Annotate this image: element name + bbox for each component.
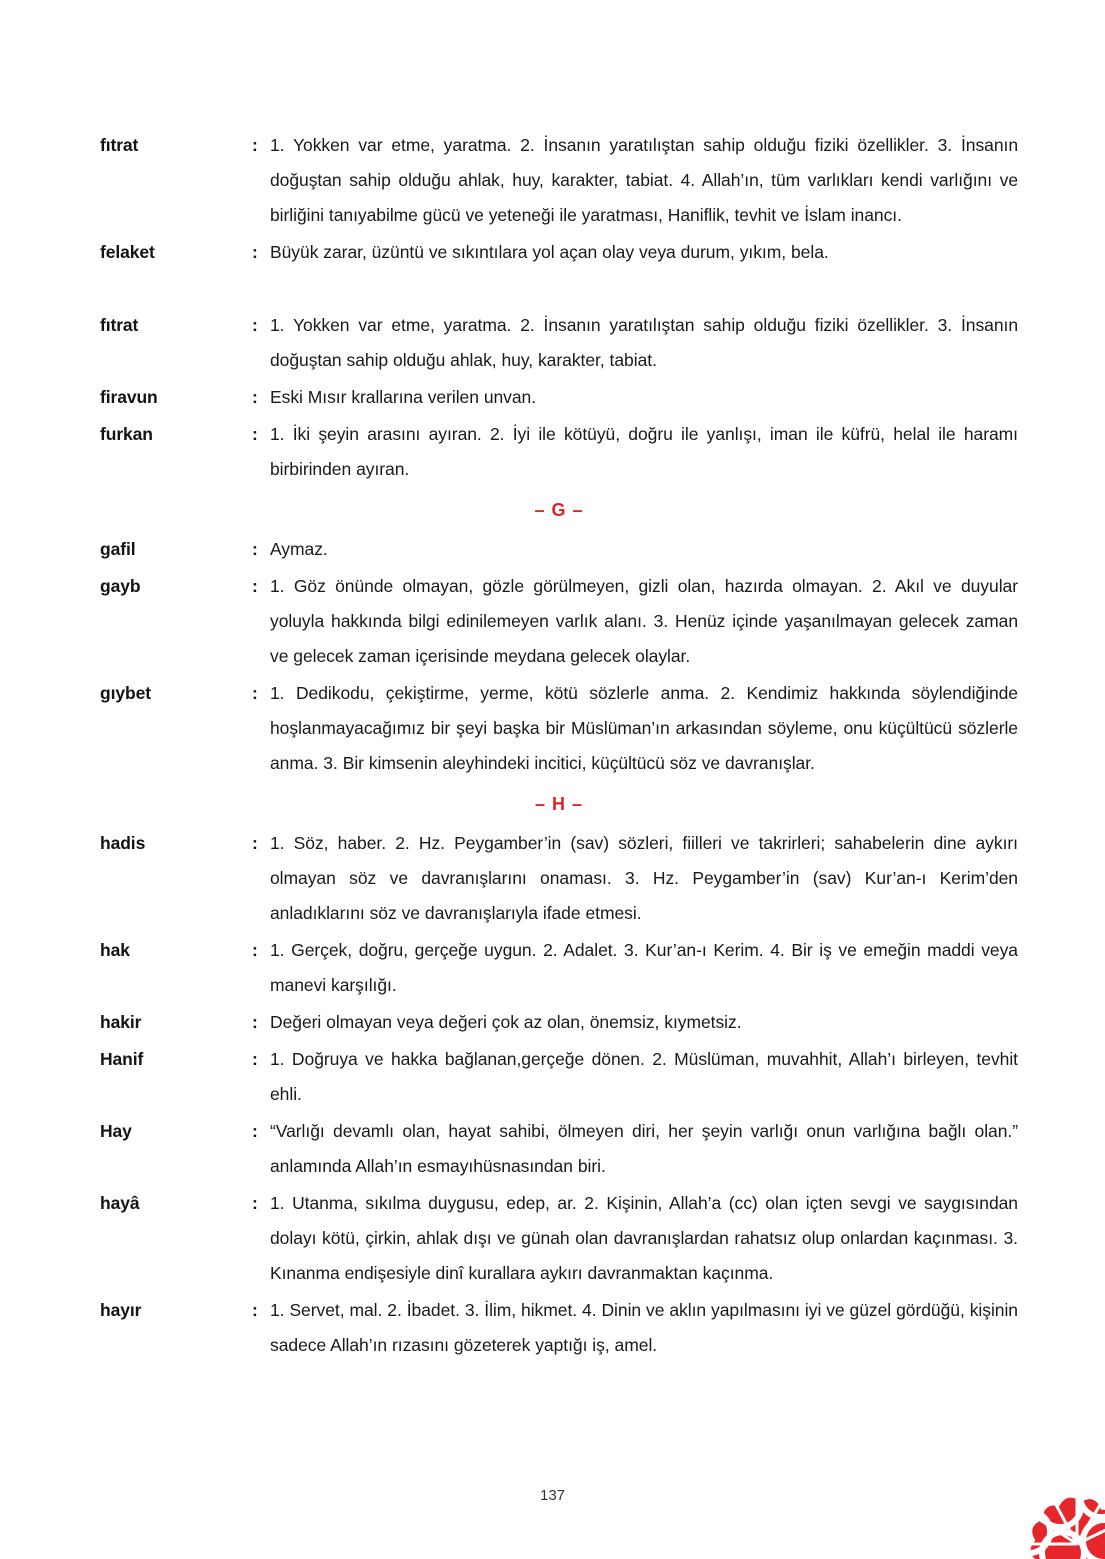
glossary-separator: : [252,1121,258,1141]
glossary-term: felaket [100,242,155,262]
glossary-definition: 1. Dedikodu, çekiştirme, yerme, kötü sözlerle anma. 2. Kendimiz hakkında söylendiğinde hoşlanmayacağımız bir şeyi başka bir Müslüman’ın arkasından söyleme, onu küçültücü sözlerle anma. 3. Bir kimsenin aleyhindeki incitici, küçültücü söz ve davranışlar. [270,683,1018,773]
glossary-entry [100,676,1018,781]
glossary-entry [100,1186,1018,1291]
glossary-separator: : [252,1012,258,1032]
glossary-entry [100,1042,1018,1112]
glossary-definition: Aymaz. [270,539,328,559]
glossary-term: firavun [100,387,158,407]
glossary-entry [100,1114,1018,1184]
glossary-term: fıtrat [100,315,139,335]
glossary-entry [100,933,1018,1003]
glossary-definition: 1. Doğruya ve hakka bağlanan,gerçeğe dönen. 2. Müslüman, muvahhit, Allah’ı birleyen, tevhit ehli. [270,1049,1018,1104]
glossary-content [100,128,1018,1365]
glossary-separator: : [252,683,258,703]
glossary-separator: : [252,576,258,596]
glossary-term: fıtrat [100,135,139,155]
glossary-separator: : [252,242,258,262]
glossary-separator: : [252,1300,258,1320]
glossary-term: Hay [100,1121,132,1141]
glossary-separator: : [252,424,258,444]
glossary-separator: : [252,1049,258,1069]
glossary-entry [100,235,1018,270]
glossary-definition: Değeri olmayan veya değeri çok az olan, önemsiz, kıymetsiz. [270,1012,742,1032]
page-number: 137 [539,1487,566,1504]
glossary-definition: Büyük zarar, üzüntü ve sıkıntılara yol açan olay veya durum, yıkım, bela. [270,242,829,262]
glossary-term: hayâ [100,1193,140,1213]
glossary-definition: “Varlığı devamlı olan, hayat sahibi, ölmeyen diri, her şeyin varlığı onun varlığına bağlı olan.” anlamında Allah’ın esmayıhüsnasından biri. [270,1121,1018,1176]
glossary-entry [100,1005,1018,1040]
glossary-definition: 1. Yokken var etme, yaratma. 2. İnsanın yaratılıştan sahip olduğu fiziki özellikler. 3. İnsanın doğuştan sahip olduğu ahlak, huy, karakter, tabiat. [270,315,1018,370]
glossary-entry [100,380,1018,415]
glossary-separator: : [252,135,258,155]
glossary-entry [100,826,1018,931]
glossary-term: hayır [100,1300,142,1320]
section-spacer [100,272,1018,308]
glossary-definition: 1. Göz önünde olmayan, gözle görülmeyen, gizli olan, hazırda olmayan. 2. Akıl ve duyular yoluyla hakkında bilgi edinilemeyen varlık alanı. 3. Henüz içinde yaşanılmayan gelecek zaman ve gelecek zaman içerisinde meydana gelecek olaylar. [270,576,1018,666]
glossary-definition: 1. Söz, haber. 2. Hz. Peygamber’in (sav) sözleri, fiilleri ve takrirleri; sahabelerin dine aykırı olmayan söz ve davranışlarını onaması. 3. Hz. Peygamber’in (sav) Kur’an-ı Kerim’den anladıklarını söz ve davranışlarıyla ifade etmesi. [270,833,1018,923]
glossary-entry [100,532,1018,567]
glossary-term: Hanif [100,1049,144,1069]
glossary-definition: 1. Gerçek, doğru, gerçeğe uygun. 2. Adalet. 3. Kur’an-ı Kerim. 4. Bir iş ve emeğin maddi veya manevi karşılığı. [270,940,1018,995]
glossary-term: gafil [100,539,136,559]
glossary-term: furkan [100,424,153,444]
glossary-separator: : [252,387,258,407]
letter-section-heading: – H – [534,794,584,814]
glossary-separator: : [252,1193,258,1213]
glossary-definition: 1. Yokken var etme, yaratma. 2. İnsanın yaratılıştan sahip olduğu fiziki özellikler. 3. İnsanın doğuştan sahip olduğu ahlak, huy, karakter, tabiat. 4. Allah’ın, tüm varlıkları kendi varlığını ve birliğini tanıyabilme gücü ve yeteneği ile yaratması, Haniflik, tevhit ve İslam inancı. [270,135,1018,225]
glossary-definition: Eski Mısır krallarına verilen unvan. [270,387,537,407]
glossary-entry [100,1293,1018,1363]
glossary-definition: 1. Servet, mal. 2. İbadet. 3. İlim, hikmet. 4. Dinin ve aklın yapılmasını iyi ve güzel gördüğü, kişinin sadece Allah’ın rızasını gözeterek yaptığı iş, amel. [270,1300,1018,1355]
glossary-separator: : [252,539,258,559]
glossary-entry [100,417,1018,487]
glossary-separator: : [252,833,258,853]
glossary-entry [100,308,1018,378]
glossary-term: hadis [100,833,146,853]
glossary-entry [100,128,1018,233]
glossary-definition: 1. İki şeyin arasını ayıran. 2. İyi ile kötüyü, doğru ile yanlışı, iman ile küfrü, helal ile haramı birbirinden ayıran. [270,424,1018,479]
glossary-separator: : [252,940,258,960]
glossary-entry [100,569,1018,674]
glossary-term: hak [100,940,130,960]
glossary-term: hakir [100,1012,142,1032]
glossary-term: gayb [100,576,141,596]
letter-section-heading: – G – [534,500,584,520]
glossary-definition: 1. Utanma, sıkılma duygusu, edep, ar. 2. Kişinin, Allah’a (cc) olan içten sevgi ve saygısından dolayı kötü, çirkin, ahlak dışı ve günah olan davranışlardan rahatsız olup onlardan kaçınması. 3. Kınanma endişesiyle dinî kurallara aykırı davranmaktan kaçınma. [270,1193,1018,1283]
glossary-separator: : [252,315,258,335]
glossary-term: gıybet [100,683,151,703]
